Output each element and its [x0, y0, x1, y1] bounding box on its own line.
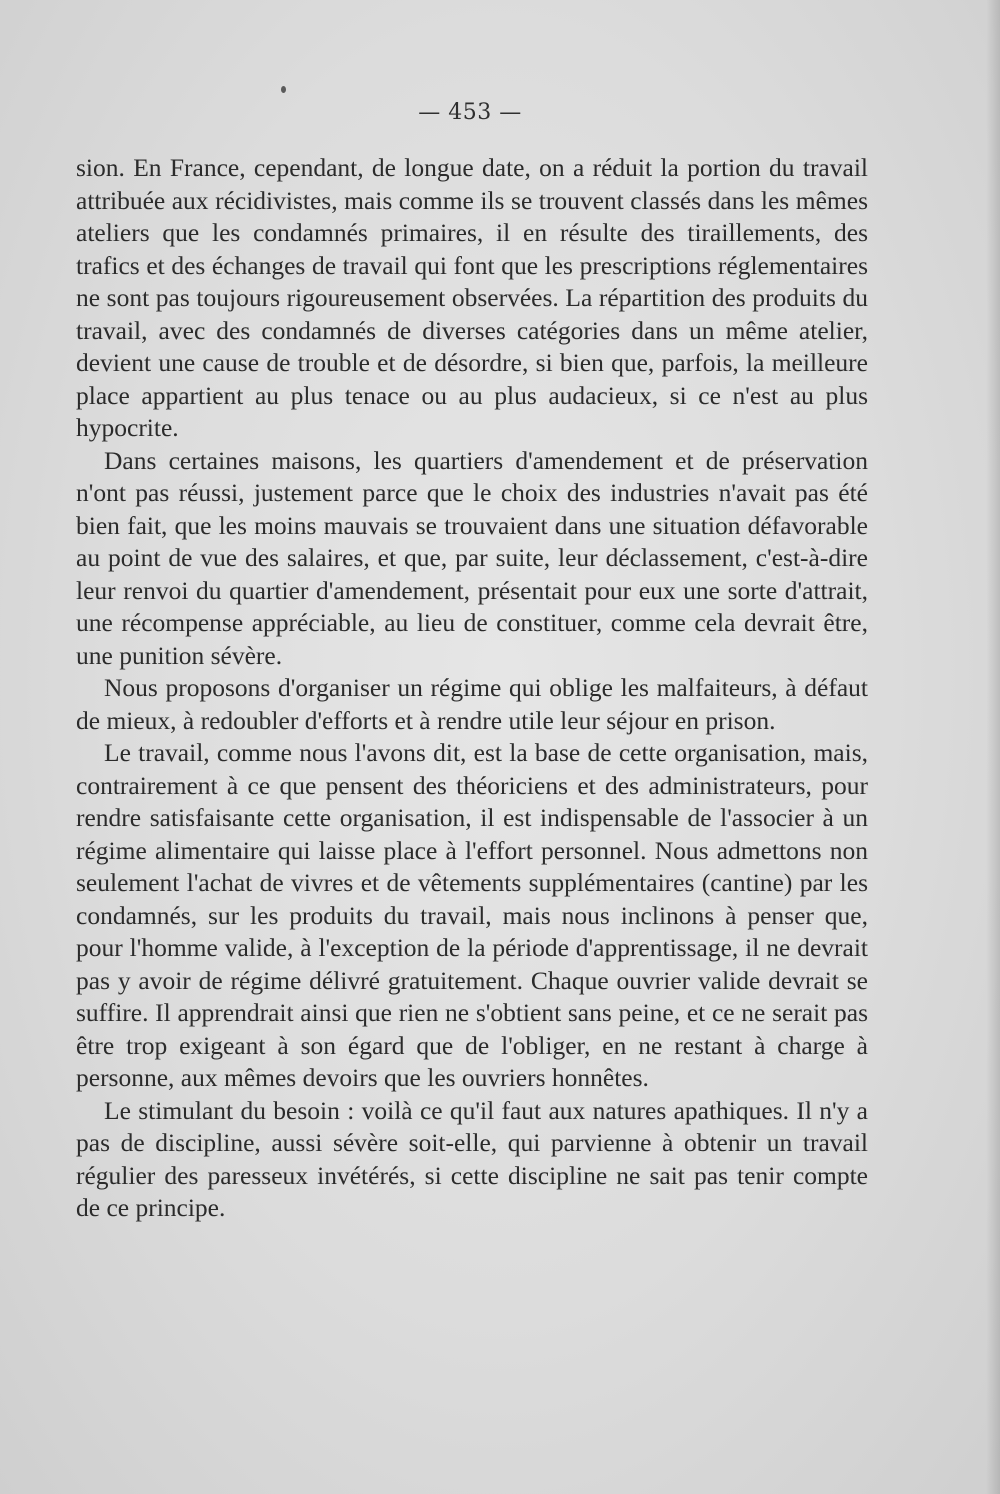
body-text	[76, 152, 868, 1225]
paragraph-4: Le travail, comme nous l'avons dit, est la base de cette organisation, mais, contrairement à ce que pensent des théoriciens et des administrateurs, pour rendre satisfaisante cette organisation, il est indispensable de l'associer à un régime alimentaire qui laisse place à l'effort personnel. Nous admettons non seulement l'achat de vivres et de vêtements supplémentaires (cantine) par les condamnés, sur les produits du travail, mais nous inclinons à penser que, pour l'homme valide, à l'exception de la période d'apprentissage, il ne devrait pas y avoir de régime délivré gratuitement. Chaque ouvrier valide devrait se suffire. Il apprendrait ainsi que rien ne s'obtient sans peine, et ce ne serait pas être trop exigeant à son égard que de l'obliger, en ne restant à charge à personne, aux mêmes devoirs que les ouvriers honnêtes.	[76, 738, 868, 1092]
page-edge-shadow	[986, 0, 1000, 1494]
paragraph-3: Nous proposons d'organiser un régime qui oblige les malfaiteurs, à défaut de mieux, à redoubler d'efforts et à rendre utile leur séjour en prison.	[76, 673, 868, 735]
ink-speck	[281, 86, 286, 93]
paragraph-1: sion. En France, cependant, de longue date, on a réduit la portion du travail attribuée aux récidivistes, mais comme ils se trouvent classés dans les mêmes ateliers que les condamnés primaires, il en résulte des tiraillements, des trafics et des échanges de travail qui font que les prescriptions réglementaires ne sont pas toujours rigoureusement observées. La répartition des produits du travail, avec des condamnés de diverses catégories dans un même atelier, devient une cause de trouble et de désordre, si bien que, parfois, la meilleure place appartient au plus tenace ou au plus audacieux, si ce n'est au plus hypocrite.	[76, 153, 868, 442]
paragraph-5: Le stimulant du besoin : voilà ce qu'il faut aux natures apathiques. Il n'y a pas de discipline, aussi sévère soit-elle, qui parvienne à obtenir un travail régulier des paresseux invétérés, si cette discipline ne sait pas tenir compte de ce principe.	[76, 1095, 868, 1222]
paragraph-2: Dans certaines maisons, les quartiers d'amendement et de préservation n'ont pas réussi, justement parce que le choix des industries n'avait pas été bien fait, que les moins mauvais se trouvaient dans une situation défavorable au point de vue des salaires, et que, par suite, leur déclassement, c'est-à-dire leur renvoi du quartier d'amendement, présentait pour eux une sorte d'attrait, une récompense appréciable, au lieu de constituer, comme cela devrait être, une punition sévère.	[76, 445, 868, 670]
page-number: — 453 —	[418, 100, 522, 125]
